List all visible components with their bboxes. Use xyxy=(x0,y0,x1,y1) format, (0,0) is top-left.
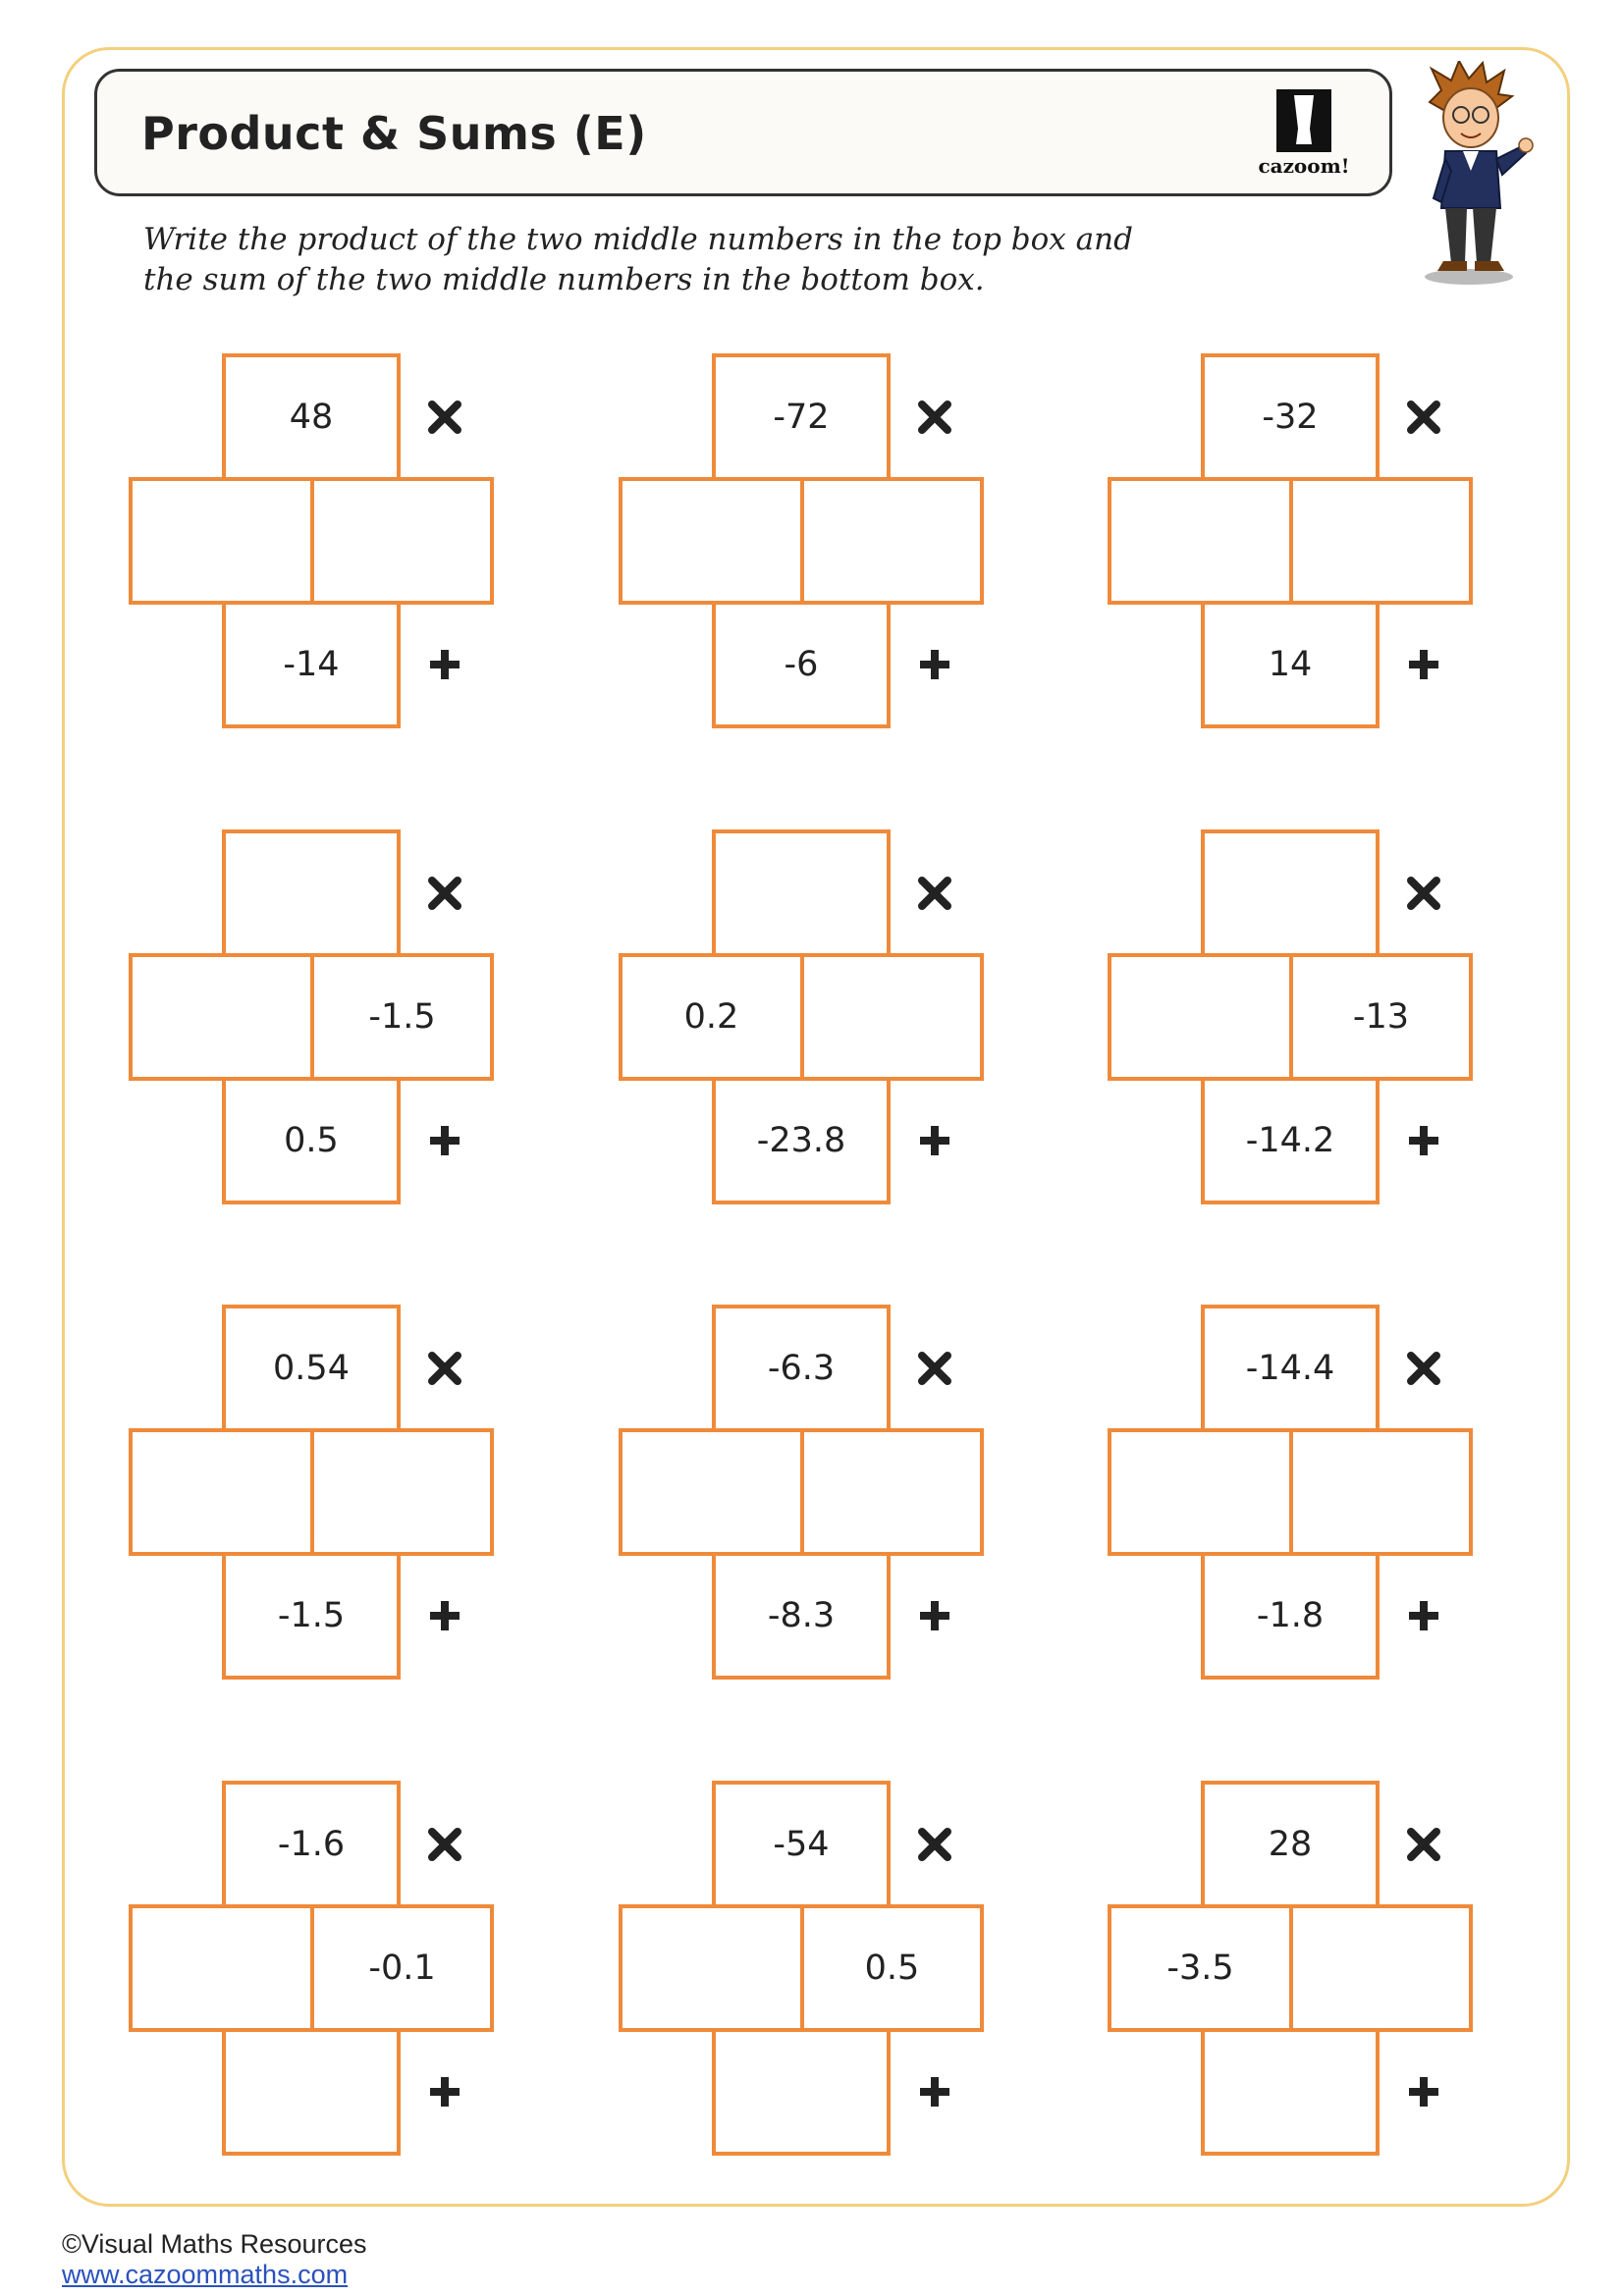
product-box[interactable]: 0.54 xyxy=(222,1305,401,1432)
middle-right-box[interactable] xyxy=(1289,1904,1473,2032)
puzzle-12 xyxy=(1108,1781,1473,2156)
multiply-icon xyxy=(912,1346,957,1391)
sum-box[interactable]: -1.5 xyxy=(222,1552,401,1680)
product-box[interactable]: -72 xyxy=(712,353,891,481)
middle-right-box[interactable] xyxy=(800,1428,984,1556)
mascot-boy-icon xyxy=(1410,61,1538,289)
middle-left-box[interactable]: 0.2 xyxy=(619,953,804,1081)
middle-left-box[interactable] xyxy=(619,1428,804,1556)
plus-icon xyxy=(422,1118,467,1163)
plus-icon xyxy=(912,1593,957,1638)
middle-right-box[interactable] xyxy=(1289,1428,1473,1556)
puzzle-1 xyxy=(129,353,494,728)
product-box[interactable]: -14.4 xyxy=(1201,1305,1380,1432)
plus-icon xyxy=(422,642,467,687)
product-box[interactable] xyxy=(1201,829,1380,957)
product-box[interactable]: -54 xyxy=(712,1781,891,1908)
sum-box[interactable]: -6 xyxy=(712,601,891,728)
product-box[interactable] xyxy=(712,829,891,957)
sum-box[interactable]: -8.3 xyxy=(712,1552,891,1680)
middle-left-box[interactable] xyxy=(129,1428,314,1556)
sum-box[interactable]: -14 xyxy=(222,601,401,728)
sum-box[interactable]: 14 xyxy=(1201,601,1380,728)
plus-icon xyxy=(1401,642,1446,687)
middle-right-box[interactable] xyxy=(800,953,984,1081)
middle-right-box[interactable] xyxy=(310,477,494,605)
product-box[interactable]: 28 xyxy=(1201,1781,1380,1908)
multiply-icon xyxy=(912,871,957,916)
middle-left-box[interactable] xyxy=(1108,1428,1293,1556)
middle-left-box[interactable] xyxy=(129,477,314,605)
title-banner xyxy=(94,69,1392,196)
middle-right-box[interactable]: 0.5 xyxy=(800,1904,984,2032)
instruction-line-1: Write the product of the two middle numbers in the top box and xyxy=(143,222,1133,257)
website-link[interactable]: www.cazoommaths.com xyxy=(62,2260,349,2289)
puzzle-4 xyxy=(129,829,494,1204)
plus-icon xyxy=(1401,1593,1446,1638)
sum-box[interactable]: 0.5 xyxy=(222,1077,401,1204)
cazoom-logo xyxy=(1250,89,1358,180)
multiply-icon xyxy=(1401,1346,1446,1391)
puzzle-10 xyxy=(129,1781,494,2156)
middle-right-box[interactable]: -1.5 xyxy=(310,953,494,1081)
plus-icon xyxy=(912,1118,957,1163)
middle-left-box[interactable] xyxy=(1108,477,1293,605)
middle-right-box[interactable] xyxy=(310,1428,494,1556)
puzzle-3 xyxy=(1108,353,1473,728)
product-box[interactable]: 48 xyxy=(222,353,401,481)
multiply-icon xyxy=(422,1346,467,1391)
footer xyxy=(62,2229,367,2290)
product-box[interactable]: -32 xyxy=(1201,353,1380,481)
puzzle-8 xyxy=(619,1305,984,1680)
logo-mark-icon xyxy=(1276,89,1331,152)
sum-box[interactable]: -14.2 xyxy=(1201,1077,1380,1204)
multiply-icon xyxy=(422,395,467,440)
sum-box[interactable]: -1.8 xyxy=(1201,1552,1380,1680)
copyright-text: ©Visual Maths Resources xyxy=(62,2229,367,2259)
multiply-icon xyxy=(1401,395,1446,440)
instructions xyxy=(143,220,1133,300)
product-box[interactable] xyxy=(222,829,401,957)
multiply-icon xyxy=(422,871,467,916)
multiply-icon xyxy=(422,1822,467,1867)
puzzle-7 xyxy=(129,1305,494,1680)
plus-icon xyxy=(422,1593,467,1638)
puzzle-5 xyxy=(619,829,984,1204)
product-box[interactable]: -1.6 xyxy=(222,1781,401,1908)
middle-left-box[interactable] xyxy=(1108,953,1293,1081)
multiply-icon xyxy=(912,1822,957,1867)
plus-icon xyxy=(912,2069,957,2114)
puzzle-9 xyxy=(1108,1305,1473,1680)
multiply-icon xyxy=(912,395,957,440)
middle-right-box[interactable] xyxy=(1289,477,1473,605)
middle-left-box[interactable] xyxy=(619,1904,804,2032)
plus-icon xyxy=(422,2069,467,2114)
product-box[interactable]: -6.3 xyxy=(712,1305,891,1432)
sum-box[interactable]: -23.8 xyxy=(712,1077,891,1204)
multiply-icon xyxy=(1401,871,1446,916)
sum-box[interactable] xyxy=(222,2028,401,2156)
puzzle-2 xyxy=(619,353,984,728)
middle-right-box[interactable]: -13 xyxy=(1289,953,1473,1081)
plus-icon xyxy=(1401,2069,1446,2114)
middle-right-box[interactable]: -0.1 xyxy=(310,1904,494,2032)
puzzle-11 xyxy=(619,1781,984,2156)
puzzle-6 xyxy=(1108,829,1473,1204)
plus-icon xyxy=(912,642,957,687)
multiply-icon xyxy=(1401,1822,1446,1867)
middle-right-box[interactable] xyxy=(800,477,984,605)
sum-box[interactable] xyxy=(1201,2028,1380,2156)
sum-box[interactable] xyxy=(712,2028,891,2156)
middle-left-box[interactable] xyxy=(619,477,804,605)
middle-left-box[interactable] xyxy=(129,953,314,1081)
instruction-line-2: the sum of the two middle numbers in the bottom box. xyxy=(143,262,985,297)
page-title: Product & Sums (E) xyxy=(141,107,647,160)
plus-icon xyxy=(1401,1118,1446,1163)
logo-text: cazoom! xyxy=(1258,154,1350,178)
middle-left-box[interactable] xyxy=(129,1904,314,2032)
middle-left-box[interactable]: -3.5 xyxy=(1108,1904,1293,2032)
